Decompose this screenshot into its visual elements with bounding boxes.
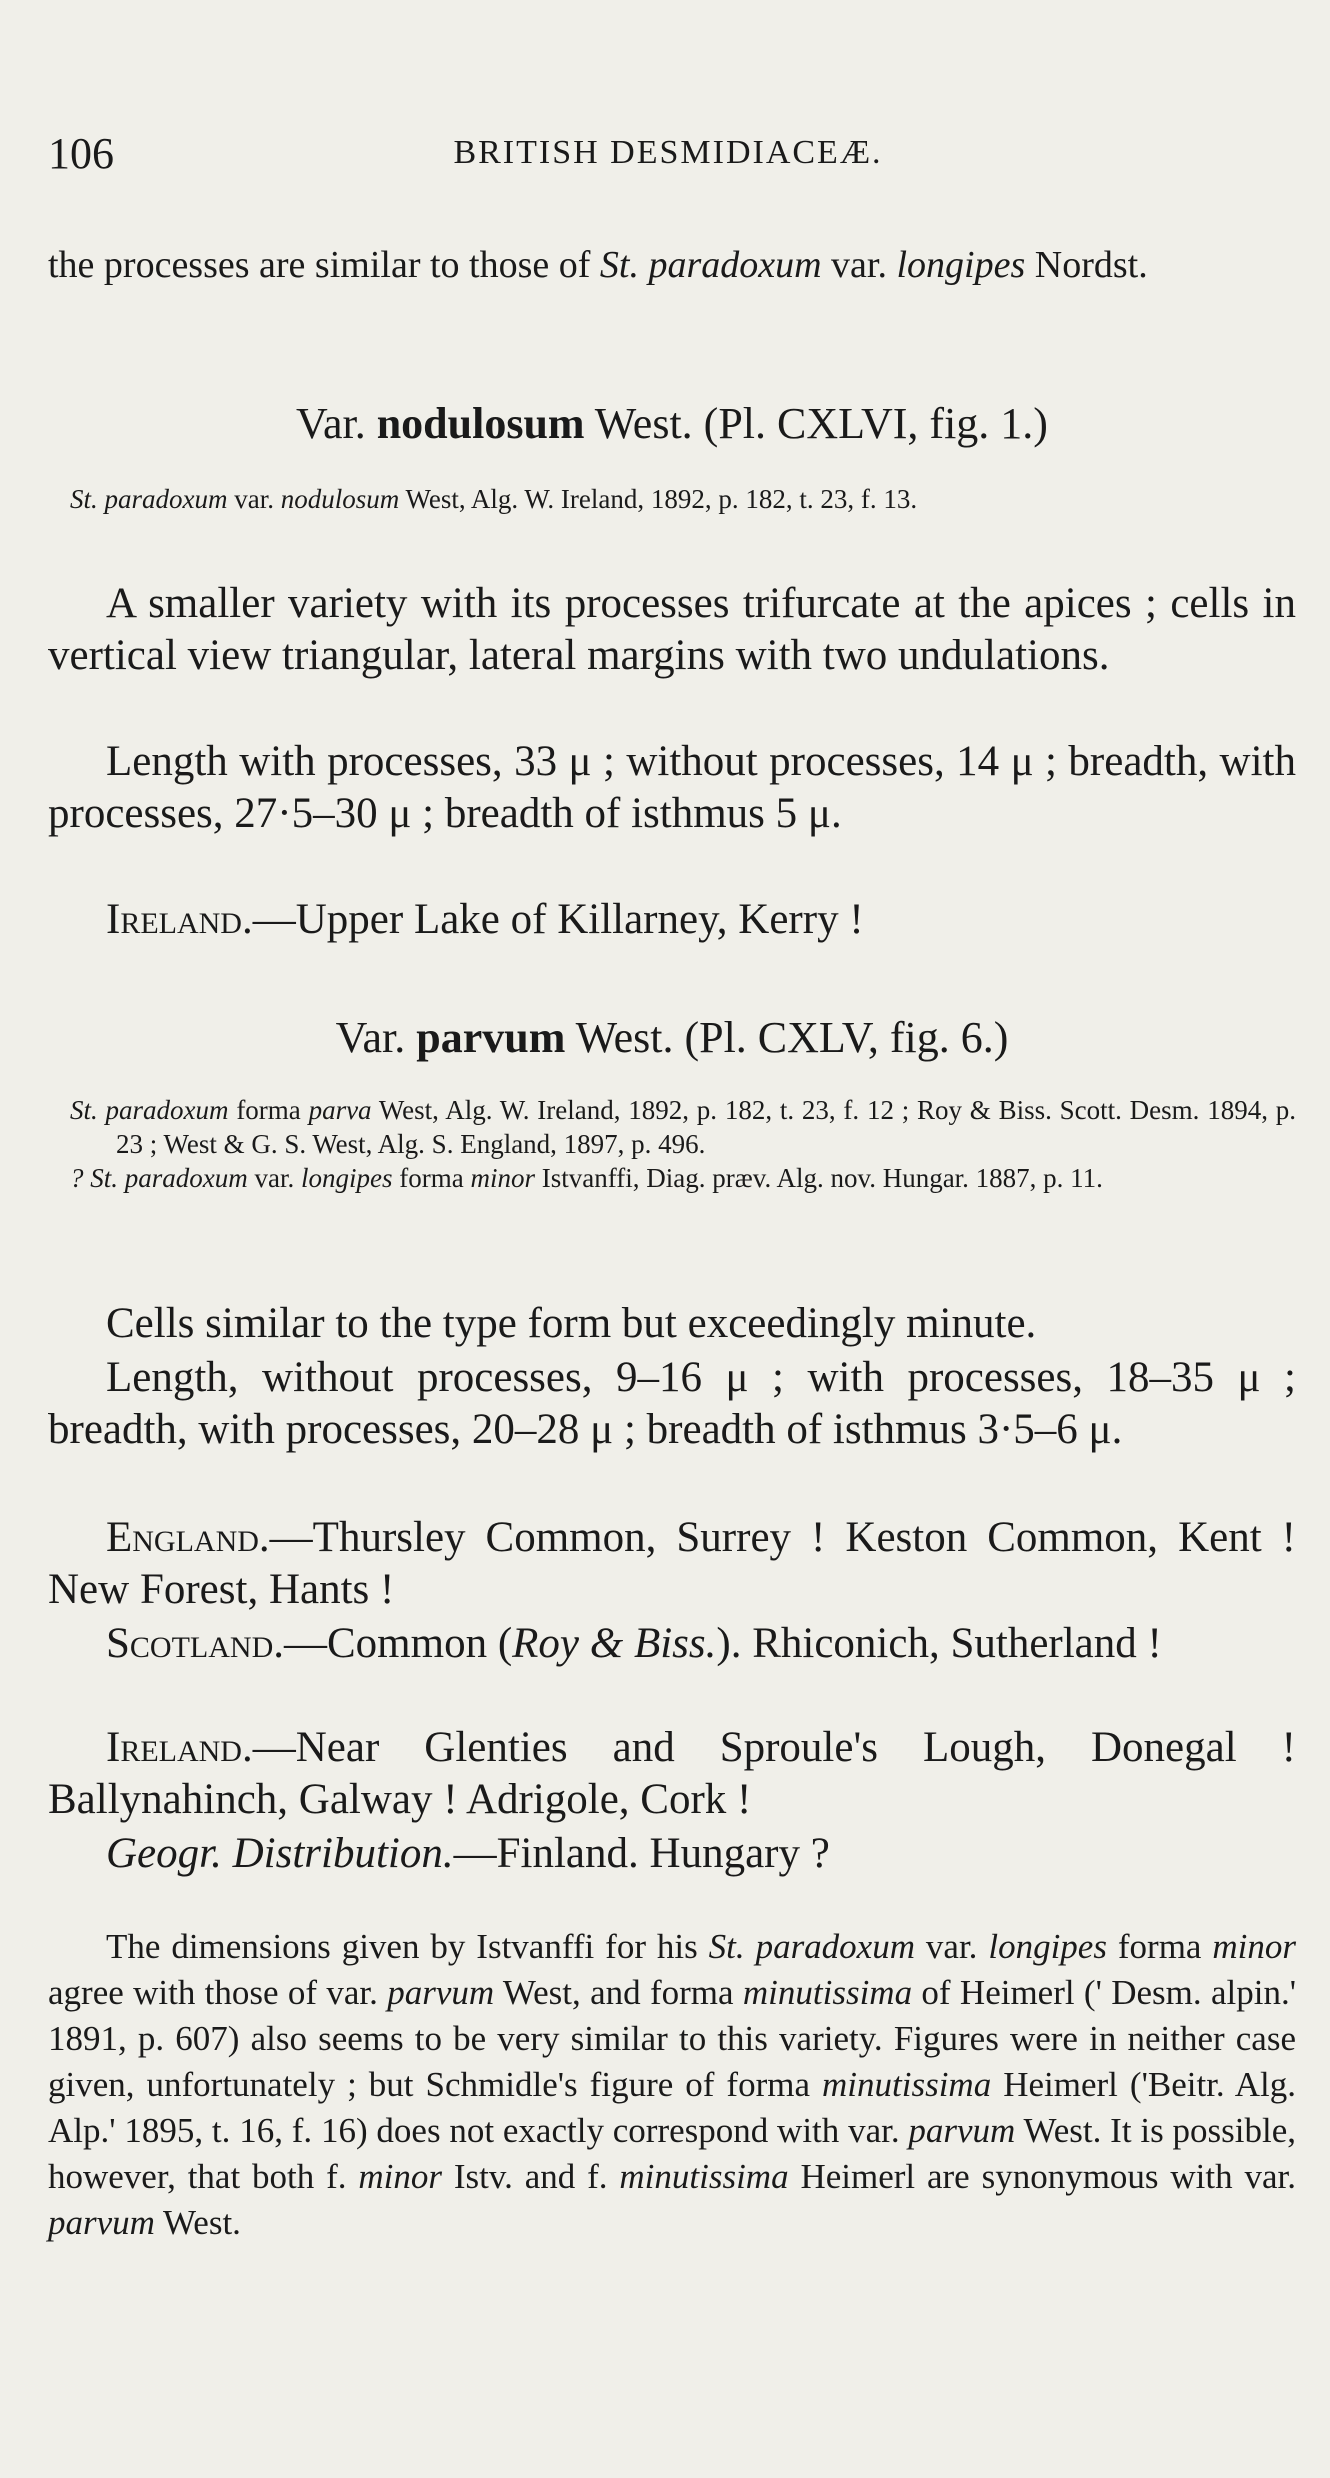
- synonymy-nodulosum: [48, 482, 1296, 516]
- page-header: [48, 128, 1288, 188]
- description-text: A smaller variety with its processes trifurcate at the apices ; cells in vertical view triangular, lateral margins with two undulations.: [48, 580, 1296, 679]
- distribution-label: Geogr. Distribution.: [106, 1830, 454, 1877]
- description-text: Cells similar to the type form but exceedingly minute.: [106, 1300, 1037, 1347]
- text: West, Alg. W. Ireland, 1892, p. 182, t. 23, f. 12 ; Roy & Biss. Scott. Desm. 1894, p. 23 ; West & G. S. West, Alg. S. England, 1897, p. 496.: [116, 1095, 1296, 1159]
- text: West.: [154, 2203, 241, 2242]
- text: forma: [1106, 1927, 1213, 1966]
- taxon-name: longipes: [988, 1927, 1107, 1966]
- taxon-name: St. paradoxum: [70, 1095, 229, 1125]
- taxon-name: minutissima: [742, 1973, 913, 2012]
- country-name: England: [106, 1514, 259, 1561]
- taxon-name: longipes: [301, 1163, 393, 1193]
- taxon-name: ? St. paradoxum: [70, 1163, 248, 1193]
- note-paragraph: [48, 1924, 1296, 2246]
- variety-heading-nodulosum: [48, 398, 1296, 450]
- text: of Heimerl (' Desm. alpin.' 1891, p. 607) also seems to be very similar to this variety. Figures were in neither case given, unfortunately ; but Schmidle's figure of forma: [48, 1973, 1297, 2104]
- country-name: Ireland: [106, 896, 242, 943]
- description-parvum: [48, 1298, 1296, 1350]
- measurements-nodulosum: [48, 736, 1296, 840]
- running-title: BRITISH DESMIDIACEÆ.: [453, 134, 883, 171]
- locality-scotland: [48, 1618, 1296, 1670]
- variety-name: parvum: [416, 1013, 566, 1062]
- taxon-name: parvum: [387, 1973, 495, 2012]
- continuation-paragraph: [48, 240, 1296, 290]
- text: Heimerl are synonymous with var.: [788, 2157, 1296, 2196]
- taxon-name: minor: [358, 2157, 443, 2196]
- variety-heading-parvum: [48, 1012, 1296, 1064]
- locality-text: .—Thursley Common, Surrey ! Keston Common, Kent ! New Forest, Hants !: [48, 1514, 1296, 1613]
- text: forma: [392, 1163, 471, 1193]
- taxon-name: longipes: [896, 244, 1026, 286]
- text: Var.: [296, 399, 377, 448]
- text: var.: [915, 1927, 989, 1966]
- taxon-name: nodulosum: [280, 484, 400, 514]
- taxon-name: minor: [1212, 1927, 1297, 1966]
- taxon-name: minutissima: [619, 2157, 789, 2196]
- text: var.: [821, 244, 897, 286]
- text: Var.: [335, 1013, 417, 1062]
- taxon-name: parvum: [908, 2111, 1016, 2150]
- locality-text: .—Upper Lake of Killarney, Kerry !: [241, 896, 864, 943]
- text: West, and forma: [494, 1973, 743, 2012]
- locality-ireland-parvum: [48, 1722, 1296, 1826]
- locality-text: ). Rhiconich, Sutherland !: [716, 1620, 1162, 1667]
- country-name: Scotland: [106, 1620, 274, 1667]
- measurements-text: Length with processes, 33 μ ; without processes, 14 μ ; breadth, with processes, 27·5–30 μ ; breadth of isthmus 5 μ.: [48, 738, 1296, 837]
- text: var.: [247, 1163, 301, 1193]
- taxon-name: parvum: [48, 2203, 155, 2242]
- text: agree with those of var.: [48, 1973, 388, 2012]
- page-number: 106: [48, 129, 114, 178]
- taxon-name: parva: [308, 1095, 372, 1125]
- country-name: Ireland: [106, 1724, 242, 1771]
- text: Heimerl ('Beitr. Alg. Alp.' 1895, t. 16, f. 16) does not exactly correspond with var.: [48, 2065, 1296, 2150]
- taxon-name: St. paradoxum: [70, 484, 228, 514]
- variety-name: nodulosum: [376, 399, 585, 448]
- text: the processes are similar to those of: [48, 244, 600, 286]
- text: West. (Pl. CXLVI, fig. 1.): [584, 399, 1048, 448]
- synonymy-parvum: [48, 1093, 1296, 1195]
- distribution-text: —Finland. Hungary ?: [453, 1830, 830, 1877]
- text: West. (Pl. CXLV, fig. 6.): [565, 1013, 1009, 1062]
- taxon-name: minor: [470, 1163, 535, 1193]
- text: Nordst.: [1025, 244, 1148, 286]
- taxon-name: St. paradoxum: [708, 1927, 915, 1966]
- locality-text: .—Near Glenties and Sproule's Lough, Donegal ! Ballynahinch, Galway ! Adrigole, Cork !: [48, 1724, 1296, 1823]
- locality-ireland-nodulosum: [48, 894, 1296, 946]
- geographic-distribution: [48, 1828, 1296, 1880]
- locality-text: .—Common (: [273, 1620, 513, 1667]
- text: Istvanffi, Diag. præv. Alg. nov. Hungar. 1887, p. 11.: [534, 1163, 1103, 1193]
- description-nodulosum: [48, 578, 1296, 682]
- text: forma: [228, 1095, 309, 1125]
- text: West, Alg. W. Ireland, 1892, p. 182, t. 23, f. 13.: [399, 484, 918, 514]
- taxon-name: minutissima: [822, 2065, 992, 2104]
- text: Istv. and f.: [442, 2157, 620, 2196]
- text: West. It is possible, however, that both f.: [48, 2111, 1296, 2196]
- measurements-parvum: [48, 1352, 1296, 1456]
- authority: Roy & Biss.: [512, 1620, 717, 1667]
- locality-england: [48, 1512, 1296, 1616]
- measurements-text: Length, without processes, 9–16 μ ; with processes, 18–35 μ ; breadth, with processes, 20–28 μ ; breadth of isthmus 3·5–6 μ.: [48, 1354, 1296, 1453]
- text: var.: [227, 484, 281, 514]
- taxon-name: St. paradoxum: [599, 244, 822, 286]
- text: The dimensions given by Istvanffi for his: [106, 1927, 709, 1966]
